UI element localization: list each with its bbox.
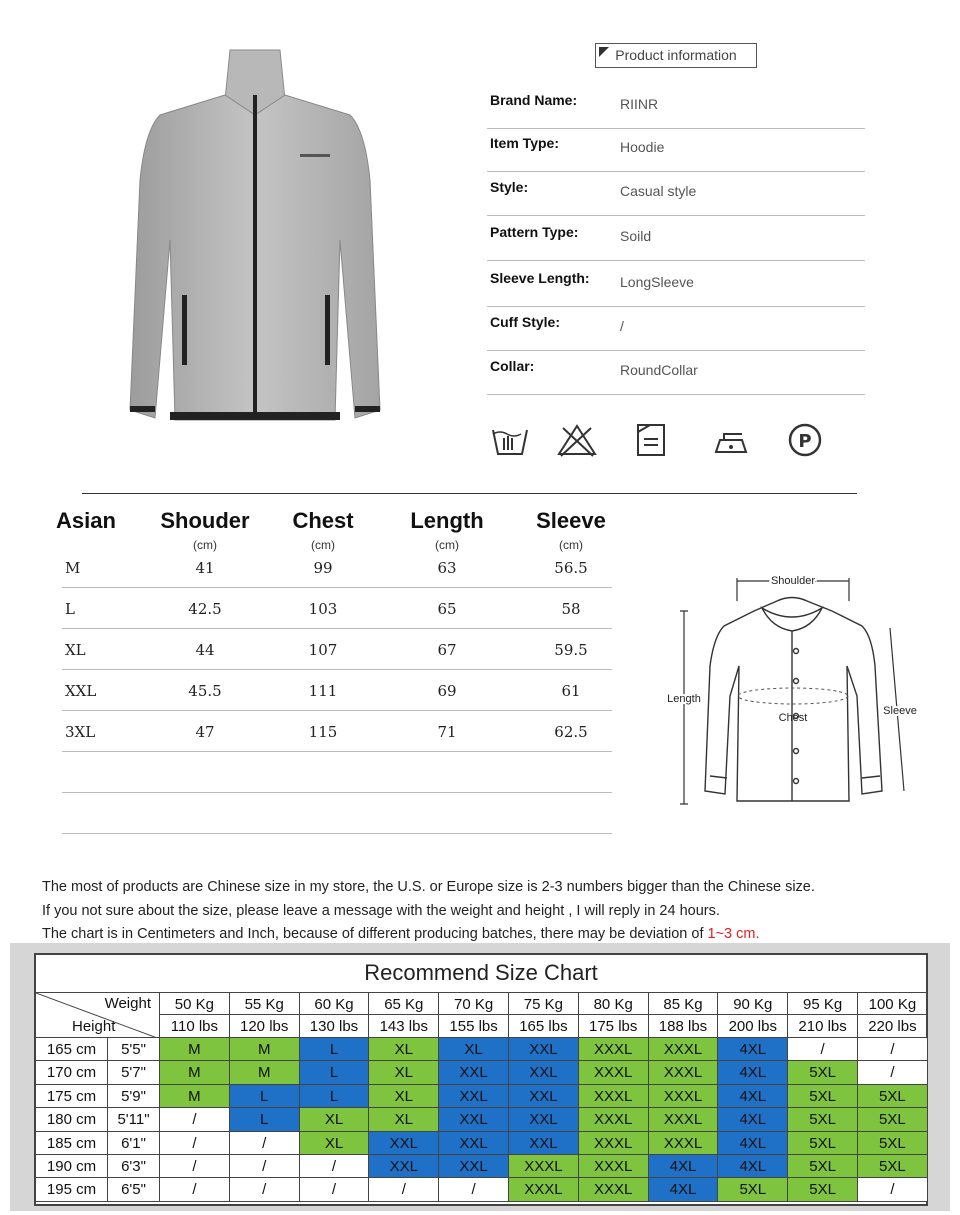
size-recommendation-cell: XL xyxy=(369,1038,439,1061)
weight-kg-header: 70 Kg xyxy=(439,992,509,1015)
height-cm: 190 cm xyxy=(36,1155,108,1178)
tumble-dry-icon xyxy=(632,422,672,458)
product-info-label: Brand Name: xyxy=(490,92,578,108)
weight-kg-header: 90 Kg xyxy=(718,992,788,1015)
size-recommendation-cell: 5XL xyxy=(788,1085,858,1108)
height-ft: 5'9" xyxy=(108,1085,160,1108)
size-recommendation-cell: 5XL xyxy=(788,1061,858,1084)
weight-kg-header: 60 Kg xyxy=(300,992,370,1015)
product-info-label: Sleeve Length: xyxy=(490,270,590,286)
no-bleach-icon xyxy=(557,422,597,458)
size-recommendation-cell: 5XL xyxy=(718,1178,788,1201)
size-recommendation-cell: 5XL xyxy=(858,1108,928,1131)
size-value: 71 xyxy=(437,723,457,741)
size-recommendation-cell: XXL xyxy=(509,1085,579,1108)
size-table-row xyxy=(62,546,612,588)
size-table-row xyxy=(62,710,612,752)
section-divider xyxy=(82,493,857,494)
product-info-value: RIINR xyxy=(620,96,659,112)
size-recommendation-cell: XXXL xyxy=(509,1178,579,1201)
deviation-highlight: 1~3 cm. xyxy=(707,926,760,942)
size-table-row xyxy=(62,669,612,711)
size-recommendation-cell: XXXL xyxy=(579,1155,649,1178)
size-recommendation-cell: / xyxy=(439,1178,509,1201)
size-recommendation-cell: / xyxy=(858,1061,928,1084)
size-recommendation-cell: XXL xyxy=(439,1132,509,1155)
product-info-label: Pattern Type: xyxy=(490,224,579,240)
size-recommendation-cell: XXXL xyxy=(649,1038,719,1061)
size-recommendation-cell: 4XL xyxy=(718,1061,788,1084)
size-recommendation-cell: 4XL xyxy=(718,1132,788,1155)
size-value: 41 xyxy=(195,559,215,577)
product-info-label: Collar: xyxy=(490,358,535,374)
size-recommendation-cell: XL xyxy=(300,1132,370,1155)
weight-lbs-header: 220 lbs xyxy=(858,1015,928,1038)
size-recommendation-cell: XXXL xyxy=(649,1061,719,1084)
size-recommendation-cell: / xyxy=(230,1155,300,1178)
size-value: 69 xyxy=(437,682,457,700)
height-ft: 6'3" xyxy=(108,1155,160,1178)
size-recommendation-cell: XXXL xyxy=(579,1132,649,1155)
product-info-row xyxy=(487,262,865,307)
size-recommendation-cell: L xyxy=(230,1108,300,1131)
size-recommendation-cell: L xyxy=(230,1085,300,1108)
size-recommendation-cell: 5XL xyxy=(788,1155,858,1178)
size-header-chest: Chest xyxy=(292,508,354,533)
product-info-value: Soild xyxy=(620,228,652,244)
size-recommendation-cell: XL xyxy=(369,1108,439,1131)
size-recommendation-cell: XXXL xyxy=(579,1178,649,1201)
weight-lbs-header: 130 lbs xyxy=(300,1015,370,1038)
weight-label: Weight xyxy=(104,995,151,1012)
size-recommendation-cell: XXL xyxy=(439,1108,509,1131)
size-header-unit: (cm) xyxy=(193,538,217,552)
height-ft: 5'7" xyxy=(108,1061,160,1084)
weight-kg-header: 95 Kg xyxy=(788,992,858,1015)
size-recommendation-cell: XXL xyxy=(439,1085,509,1108)
weight-kg-header: 85 Kg xyxy=(649,992,719,1015)
size-recommendation-cell: M xyxy=(160,1061,230,1084)
weight-kg-header: 100 Kg xyxy=(858,992,928,1015)
size-value: 45.5 xyxy=(188,682,222,700)
size-header-unit: (cm) xyxy=(311,538,335,552)
weight-kg-header: 65 Kg xyxy=(369,992,439,1015)
size-label: L xyxy=(65,600,75,618)
size-recommendation-cell: / xyxy=(160,1132,230,1155)
size-recommendation-cell: M xyxy=(160,1038,230,1061)
size-recommendation-cell: XXXL xyxy=(579,1108,649,1131)
size-value: 56.5 xyxy=(554,559,588,577)
size-recommendation-cell: XXL xyxy=(439,1155,509,1178)
size-label: XXL xyxy=(65,682,97,700)
dry-clean-icon xyxy=(785,422,825,458)
size-recommendation-cell: 4XL xyxy=(649,1155,719,1178)
size-recommendation-cell: 5XL xyxy=(788,1108,858,1131)
size-header-unit: (cm) xyxy=(559,538,583,552)
size-recommendation-cell: / xyxy=(788,1038,858,1061)
length-label: Length xyxy=(667,693,701,705)
size-recommendation-cell: / xyxy=(160,1178,230,1201)
weight-height-header xyxy=(36,992,160,1038)
size-recommendation-cell: XL xyxy=(369,1061,439,1084)
weight-lbs-header: 210 lbs xyxy=(788,1015,858,1038)
size-value: 62.5 xyxy=(554,723,588,741)
product-info-label: Style: xyxy=(490,179,529,195)
size-recommendation-cell: XL xyxy=(300,1108,370,1131)
size-recommendation-cell: XXL xyxy=(369,1132,439,1155)
height-cm: 195 cm xyxy=(36,1178,108,1201)
size-recommendation-cell: / xyxy=(160,1108,230,1131)
size-value: 59.5 xyxy=(554,641,588,659)
height-ft: 5'5" xyxy=(108,1038,160,1061)
size-value: 115 xyxy=(308,723,338,741)
size-recommendation-cell: / xyxy=(300,1178,370,1201)
height-ft: 5'11" xyxy=(108,1108,160,1131)
size-recommendation-cell: / xyxy=(369,1178,439,1201)
product-info-row xyxy=(487,350,865,395)
size-recommendation-cell: 4XL xyxy=(718,1155,788,1178)
weight-lbs-header: 188 lbs xyxy=(649,1015,719,1038)
size-value: 111 xyxy=(308,682,338,700)
product-info-value: / xyxy=(620,318,624,334)
size-value: 47 xyxy=(195,723,215,741)
product-info-value: Casual style xyxy=(620,183,697,199)
size-recommendation-cell: / xyxy=(160,1155,230,1178)
size-recommendation-cell: 5XL xyxy=(858,1085,928,1108)
measurement-diagram xyxy=(662,566,924,811)
product-info-row xyxy=(487,127,865,172)
svg-text:P: P xyxy=(798,431,812,452)
height-ft: 6'5" xyxy=(108,1178,160,1201)
height-cm: 185 cm xyxy=(36,1132,108,1155)
size-recommendation-cell: XXL xyxy=(509,1061,579,1084)
size-value: 63 xyxy=(437,559,457,577)
size-recommendation-cell: XXXL xyxy=(509,1155,579,1178)
size-value: 44 xyxy=(195,641,215,659)
size-recommendation-cell: M xyxy=(230,1038,300,1061)
product-info-label: Cuff Style: xyxy=(490,314,560,330)
size-recommendation-cell: L xyxy=(300,1085,370,1108)
size-label: XL xyxy=(65,641,86,659)
note-line-2: If you not sure about the size, please leave a message with the weight and height , I will reply in 24 hours. xyxy=(42,903,720,919)
size-header-sleeve: Sleeve xyxy=(536,508,606,533)
size-header-shouder: Shouder xyxy=(160,508,250,533)
size-recommendation-cell: L xyxy=(300,1038,370,1061)
size-recommendation-cell: XL xyxy=(369,1085,439,1108)
weight-lbs-header: 175 lbs xyxy=(579,1015,649,1038)
product-info-row xyxy=(487,84,865,129)
weight-lbs-header: 110 lbs xyxy=(160,1015,230,1038)
size-recommendation-cell: 5XL xyxy=(788,1178,858,1201)
size-recommendation-cell: 4XL xyxy=(718,1108,788,1131)
size-recommendation-cell: XXL xyxy=(509,1132,579,1155)
note-line-3-text: The chart is in Centimeters and Inch, because of different producing batches, there may be deviation of xyxy=(42,926,708,942)
size-recommendation-cell: 5XL xyxy=(788,1132,858,1155)
size-recommendation-cell: XXXL xyxy=(579,1061,649,1084)
product-photo xyxy=(120,40,390,430)
size-recommendation-cell: XXL xyxy=(509,1038,579,1061)
size-value: 42.5 xyxy=(188,600,222,618)
product-info-row xyxy=(487,171,865,216)
size-table-row xyxy=(62,751,612,793)
height-label: Height xyxy=(72,1018,116,1035)
size-recommendation-cell: / xyxy=(230,1132,300,1155)
size-recommendation-cell: M xyxy=(160,1085,230,1108)
size-recommendation-cell: 4XL xyxy=(718,1038,788,1061)
weight-lbs-header: 120 lbs xyxy=(230,1015,300,1038)
note-line-3 xyxy=(42,926,760,942)
sleeve-label: Sleeve xyxy=(883,705,917,717)
product-info-value: Hoodie xyxy=(620,139,665,155)
corner-triangle-icon xyxy=(599,47,609,57)
product-info-row xyxy=(487,306,865,351)
size-recommendation-cell: XXXL xyxy=(579,1038,649,1061)
size-value: 103 xyxy=(308,600,338,618)
weight-lbs-header: 200 lbs xyxy=(718,1015,788,1038)
chest-label: Chest xyxy=(778,712,808,724)
height-cm: 170 cm xyxy=(36,1061,108,1084)
size-recommendation-cell: / xyxy=(858,1178,928,1201)
size-recommendation-cell: XXL xyxy=(369,1155,439,1178)
size-recommendation-cell: XXXL xyxy=(649,1132,719,1155)
weight-lbs-header: 143 lbs xyxy=(369,1015,439,1038)
size-recommendation-cell: XXXL xyxy=(649,1085,719,1108)
product-info-value: RoundCollar xyxy=(620,362,698,378)
size-recommendation-cell: L xyxy=(300,1061,370,1084)
product-info-header xyxy=(595,43,757,68)
height-cm: 165 cm xyxy=(36,1038,108,1061)
size-value: 67 xyxy=(437,641,457,659)
size-value: 99 xyxy=(313,559,333,577)
height-cm: 175 cm xyxy=(36,1085,108,1108)
weight-kg-header: 80 Kg xyxy=(579,992,649,1015)
size-table-row xyxy=(62,628,612,670)
hand-wash-icon xyxy=(490,422,530,458)
weight-lbs-header: 155 lbs xyxy=(439,1015,509,1038)
size-recommendation-cell: 4XL xyxy=(718,1085,788,1108)
size-value: 61 xyxy=(561,682,581,700)
size-recommendation-cell: 5XL xyxy=(858,1155,928,1178)
recommend-chart-title: Recommend Size Chart xyxy=(364,960,598,985)
height-ft: 6'1" xyxy=(108,1132,160,1155)
size-recommendation-cell: / xyxy=(300,1155,370,1178)
size-value: 107 xyxy=(308,641,338,659)
size-header-unit: (cm) xyxy=(435,538,459,552)
shoulder-label: Shoulder xyxy=(770,575,816,587)
iron-icon xyxy=(712,422,752,458)
product-info-label: Item Type: xyxy=(490,135,559,151)
size-table-row xyxy=(62,792,612,834)
weight-lbs-header: 165 lbs xyxy=(509,1015,579,1038)
weight-kg-header: 55 Kg xyxy=(230,992,300,1015)
size-recommendation-cell: XL xyxy=(439,1038,509,1061)
height-cm: 180 cm xyxy=(36,1108,108,1131)
size-header-asian: Asian xyxy=(56,508,116,533)
note-line-1: The most of products are Chinese size in my store, the U.S. or Europe size is 2-3 numbers bigger than the Chinese size. xyxy=(42,879,815,895)
size-recommendation-cell: XXL xyxy=(439,1061,509,1084)
size-recommendation-cell: 5XL xyxy=(858,1132,928,1155)
size-recommendation-cell: M xyxy=(230,1061,300,1084)
size-value: 65 xyxy=(437,600,457,618)
size-recommendation-cell: XXXL xyxy=(649,1108,719,1131)
weight-kg-header: 50 Kg xyxy=(160,992,230,1015)
size-value: 58 xyxy=(561,600,581,618)
weight-kg-header: 75 Kg xyxy=(509,992,579,1015)
size-label: M xyxy=(65,559,81,577)
product-info-title: Product information xyxy=(615,47,737,63)
size-recommendation-cell: 4XL xyxy=(649,1178,719,1201)
size-recommendation-cell: XXL xyxy=(509,1108,579,1131)
size-table-row xyxy=(62,587,612,629)
product-info-value: LongSleeve xyxy=(620,274,694,290)
size-recommendation-cell: XXXL xyxy=(579,1085,649,1108)
size-header-length: Length xyxy=(410,508,484,533)
size-label: 3XL xyxy=(65,723,96,741)
size-recommendation-cell: / xyxy=(858,1038,928,1061)
size-recommendation-cell: / xyxy=(230,1178,300,1201)
product-info-row xyxy=(487,216,865,261)
